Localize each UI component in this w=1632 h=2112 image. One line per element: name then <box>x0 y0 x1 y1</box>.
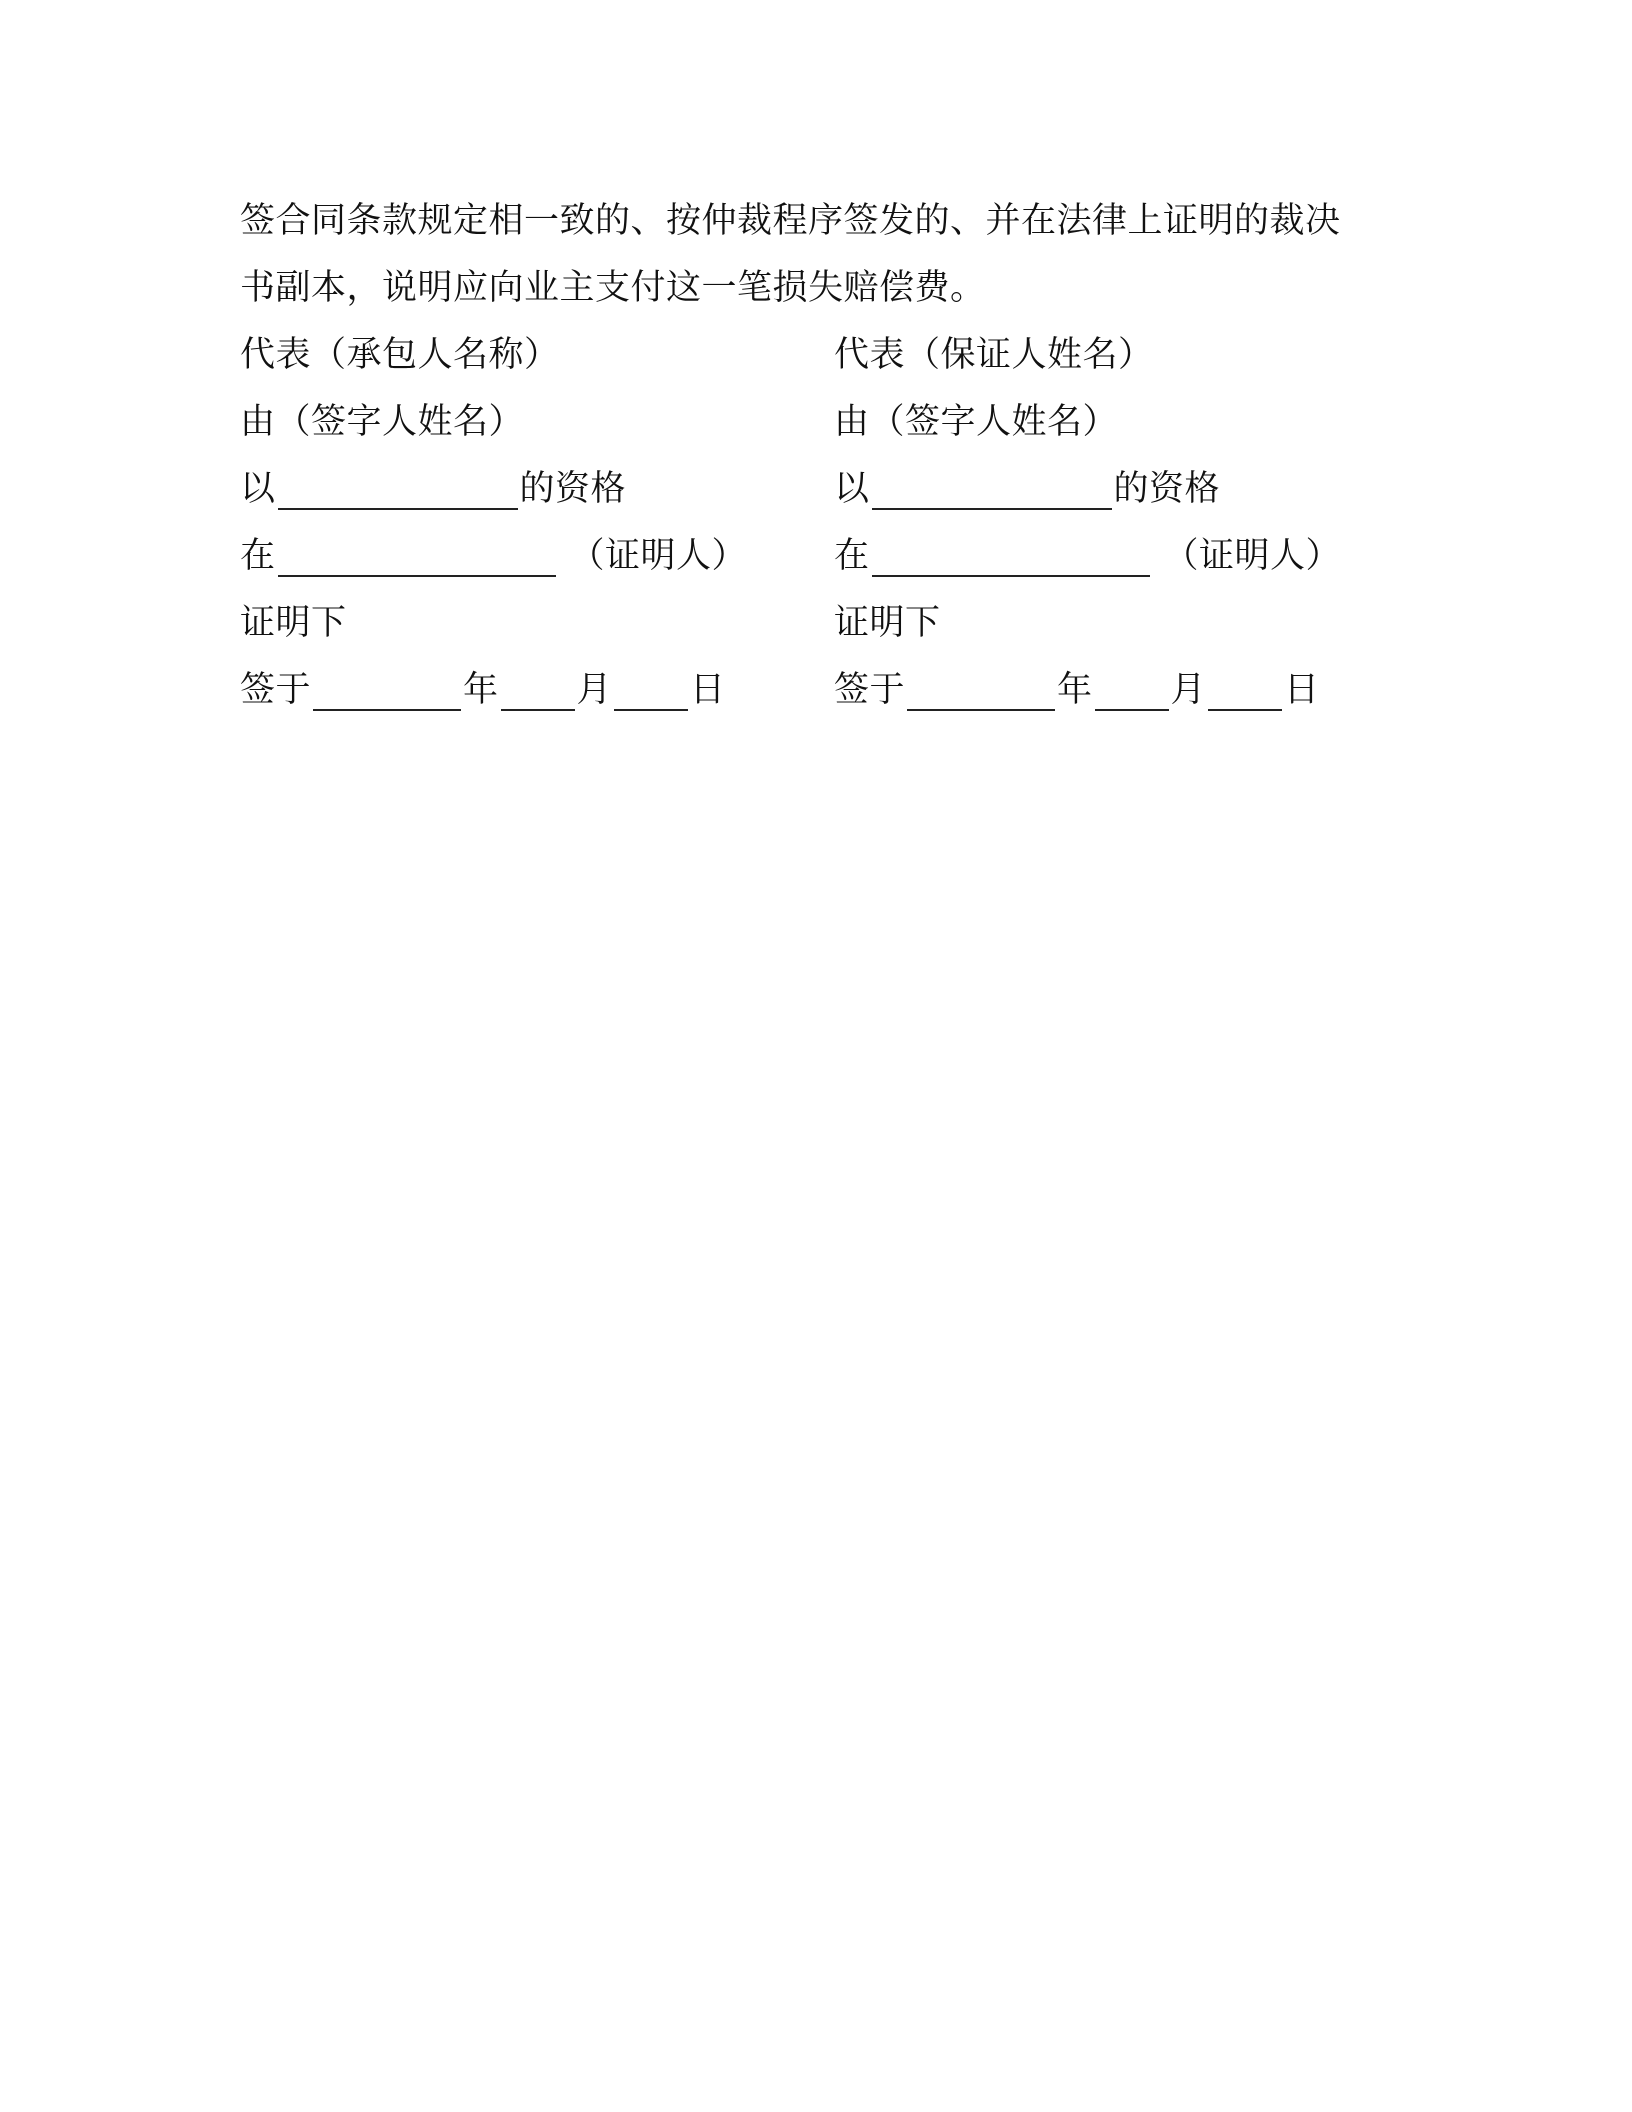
capacity-blank[interactable] <box>872 468 1112 510</box>
capacity-suffix: 的资格 <box>519 469 627 509</box>
capacity-suffix: 的资格 <box>1113 469 1221 509</box>
guarantor-witnessed: 证明下 <box>834 603 941 643</box>
year-label: 年 <box>1057 670 1093 710</box>
capacity-prefix: 以 <box>834 469 870 509</box>
guarantor-witness-row <box>834 523 1394 590</box>
witness-prefix: 在 <box>240 536 276 576</box>
witness-suffix: （证明人） <box>569 536 748 576</box>
day-blank[interactable] <box>1208 669 1282 711</box>
guarantor-representative: 代表（保证人姓名） <box>834 335 1154 375</box>
signed-prefix: 签于 <box>834 670 906 710</box>
capacity-blank[interactable] <box>278 468 518 510</box>
month-blank[interactable] <box>501 669 575 711</box>
guarantor-date-row <box>834 657 1394 724</box>
body-paragraph <box>240 188 1400 322</box>
contractor-witness-row <box>240 523 800 590</box>
signed-prefix: 签于 <box>240 670 312 710</box>
year-blank[interactable] <box>907 669 1055 711</box>
guarantor-signature-block <box>834 322 1394 724</box>
contractor-capacity-row <box>240 456 800 523</box>
witness-suffix: （证明人） <box>1163 536 1342 576</box>
year-label: 年 <box>463 670 499 710</box>
day-label: 日 <box>1284 670 1320 710</box>
day-blank[interactable] <box>614 669 688 711</box>
month-blank[interactable] <box>1095 669 1169 711</box>
guarantor-signer-name: 由（签字人姓名） <box>834 402 1119 442</box>
contractor-date-row <box>240 657 800 724</box>
witness-prefix: 在 <box>834 536 870 576</box>
year-blank[interactable] <box>313 669 461 711</box>
month-label: 月 <box>1170 670 1207 710</box>
paragraph-line-2: 书副本，说明应向业主支付这一笔损失赔偿费。 <box>240 268 986 308</box>
witness-blank[interactable] <box>872 535 1150 577</box>
month-label: 月 <box>576 670 613 710</box>
paragraph-line-1: 签合同条款规定相一致的、按仲裁程序签发的、并在法律上证明的裁决 <box>240 201 1341 241</box>
guarantor-capacity-row <box>834 456 1394 523</box>
witness-blank[interactable] <box>278 535 556 577</box>
day-label: 日 <box>690 670 726 710</box>
capacity-prefix: 以 <box>240 469 276 509</box>
contractor-representative: 代表（承包人名称） <box>240 335 560 375</box>
contractor-signature-block <box>240 322 800 724</box>
contractor-signer-name: 由（签字人姓名） <box>240 402 525 442</box>
contractor-witnessed: 证明下 <box>240 603 347 643</box>
